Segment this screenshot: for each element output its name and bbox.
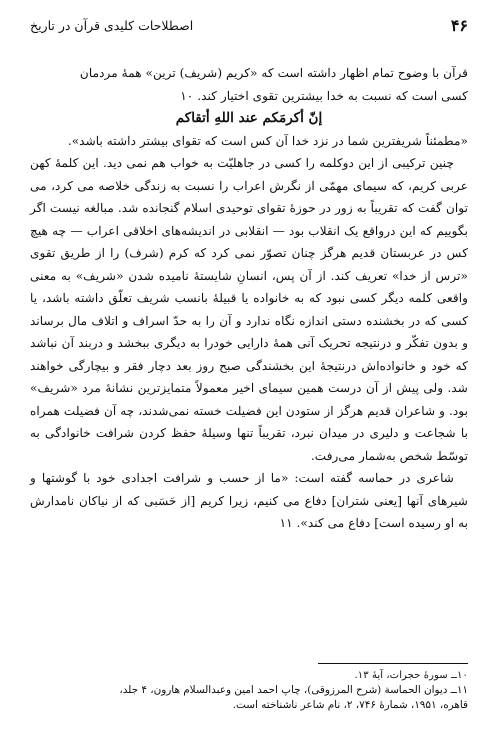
page-number: ۴۶ bbox=[450, 15, 468, 35]
footnote-10: ۱۰ــ سورهٔ حجرات، آیهٔ ۱۳. bbox=[354, 670, 468, 681]
paragraph-line: کسی است که نسبت به خدا بیشترین تقوی اختیار کند. ۱۰ bbox=[180, 88, 468, 103]
paragraph-translation: «مطمئناً شریفترین شما در نزد خدا آن کس است که تقوای بیشتر داشته باشد». bbox=[67, 133, 468, 148]
paragraph-line: قرآن با وضوح تمام اظهار داشته است که «کریم (شریف) ترین» همهٔ مردمان bbox=[79, 66, 468, 80]
footnote-11-cont: قاهره، ۱۹۵۱، شمارهٔ ۷۴۶، ۲، نام شاعر ناشناخته است. bbox=[232, 699, 468, 711]
quran-verse: إنّ أكرمَكم عند اللهِ أتقاكم bbox=[175, 110, 323, 126]
footnote-11: ۱۱ــ دیوان الحماسة (شرح المرزوقی)، چاپ احمد امین وعبدالسلام هارون، ۴ جلد، bbox=[119, 684, 468, 696]
paragraph-poem: شاعری در حماسه گفته است: «ما از حسب و شرافت اجدادی خود با گوشتها و شیرهای آنها [یعنی شتران] دفاع می کنیم، زیرا کریم [از حَسَبی که از نیاکان نامدارش به او رسیده است] دفاع می کند». ۱۱ bbox=[30, 471, 468, 530]
main-text bbox=[30, 62, 468, 535]
page-header bbox=[30, 14, 468, 36]
footnote-separator bbox=[318, 663, 468, 664]
paragraph-main: چنین ترکیبی از این دوکلمه را کسی در جاهلیّت به خواب هم نمی دید. این کلمهٔ کهن عربی کریم، که سیمای مهمّی از نگرش اعراب را نسبت به زندگی خلاصه می کرد، می توان گفت که تقریباً به زور در حوزهٔ تقوای توحیدی اسلام گنجانده شد. مبالغه نیست اگر بگوییم که این درواقع یک انقلاب بود — انقلابی در اندیشه‌های اخلاقی اعراب — چه هیچ کس در عربستان قدیم هرگز چنان تصوّر نمی کرد که کرم (شرف) را از طریق تقوی «ترس از خدا» تعریف کند. از آن پس، انسانِ شایستهٔ نامیده شدن «شریف» به معنی واقعی کلمه دیگر کسی نبود که به خانواده یا قبیلهٔ بانسب شریف تعلّق داشته باشد، یا کسی که در بخشنده دستی اندازه نگاه ندارد و آن را به حدّ اسراف و اتلاف مال برساند و بدون تفکّر و درنتیجه تحریک آنی همهٔ دارایی خودرا به دیگری ببخشد و دربند آن نباشد که خود و خانواده‌اش درنتیجهٔ این بخشندگی صبح روز بعد دچار فقر و بیچارگی خواهند شد. ولی پیش از آن درست همین سیمای اخیر معمولاً متمایزترین نشانهٔ مرد «شریف» بود. و شاعران قدیم هرگز از ستودن این فضیلت خسته نمی‌شدند، چه آن فضیلت همراه با شجاعت و دلیری در میدان نبرد، تقریباً تنها وسیلهٔ حفظ کردن شرافت خانوادگی به توسّط شخص به‌شمار می‌رفت. bbox=[30, 156, 468, 463]
footnotes bbox=[30, 668, 468, 713]
running-title: اصطلاحات کلیدی قرآن در تاریخ bbox=[30, 17, 194, 33]
